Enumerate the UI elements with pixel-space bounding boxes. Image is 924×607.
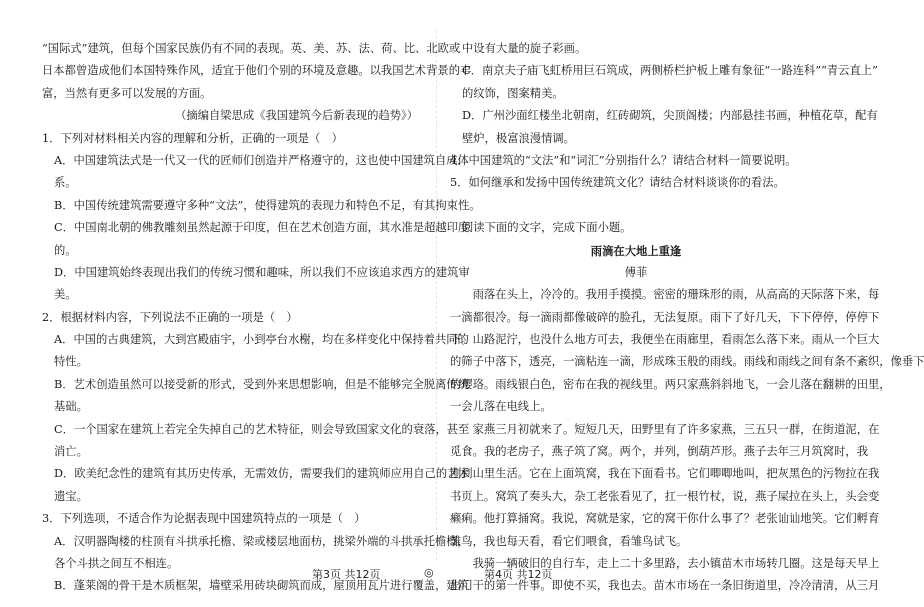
left-text-line: D．欧美纪念性的建筑有其历史传承，无需效仿，需要我们的建筑师应用自己的艺术 xyxy=(54,467,470,481)
left-text-line: “国际式”建筑，但每个国家民族仍有不同的表现。英、美、苏、法、荷、比、北欧或 xyxy=(42,42,461,55)
left-text-line: D．中国建筑始终表现出我们的传统习惯和趣味，所以我们不应该追求西方的建筑审 xyxy=(54,265,470,279)
left-text-line: 特性。 xyxy=(54,355,88,369)
right-text-line: 4．中国建筑的“文法”和“词汇”分别指什么？请结合材料一简要说明。 xyxy=(450,153,797,167)
right-text-line: 雨落在头上，冷冷的。我用手摸摸。密密的珊珠形的雨，从高高的天际落下来，每 xyxy=(450,288,880,302)
right-text-line: C．南京夫子庙飞虹桥用巨石筑成，两侧桥栏护板上雕有象征“一路连科”“青云直上” xyxy=(462,64,878,78)
right-text-line: 一会儿落在电线上。 xyxy=(450,400,552,414)
right-text-line: 的璎珞。雨线银白色，密布在我的视线里。两只家燕斜斜地飞，一会儿落在翻耕的田里， xyxy=(450,377,891,391)
left-page-number: 第3页 共12页 xyxy=(312,568,381,581)
right-page-column xyxy=(450,38,924,598)
left-text-line: 遗宝。 xyxy=(54,489,88,503)
left-text-line: A．中国的古典建筑，大到宫殿庙宇，小到亭台水榭，均在多样变化中保持着共同的 xyxy=(54,333,469,347)
right-text-line: 的筛子中落下，透亮，一滴粘连一滴，形成珠玉般的雨线。雨线和雨线之间有条不紊织，像垂下 xyxy=(450,355,924,369)
right-text-line: 傅菲 xyxy=(624,265,648,279)
left-text-line: （摘编自梁思成《我国建筑今后新表现的趋势》） xyxy=(175,109,418,123)
left-text-line: 2．根据材料内容，下列说法不正确的一项是（ ） xyxy=(42,310,298,324)
right-text-line xyxy=(450,195,822,217)
right-text-line: D．广州沙面红楼坐北朝南，红砖砌筑，尖顶阁楼；内部悬挂书画，种植花草，配有 xyxy=(462,109,878,123)
left-text-line: 1．下列对材料相关内容的理解和分析，正确的一项是（ ） xyxy=(42,131,343,145)
center-mark: ◎ xyxy=(424,566,434,579)
right-text-line: 阅读下面的文字，完成下面小题。 xyxy=(462,221,632,235)
right-text-line: 下。山路泥泞，也没什么地方可去，我便坐在雨廊里，看雨怎么落下来。雨从一个巨大 xyxy=(450,333,880,347)
left-text-line: B．艺术创造虽然可以接受新的形式，受到外来思想影响，但是不能够完全脱离传统 xyxy=(54,377,469,391)
left-text-line: A．汉明器陶楼的柱顶有斗拱承托檐、梁或楼层地面枋，挑梁外端的斗拱承托檐檩， xyxy=(54,534,469,548)
right-text-line: 书页上。窝筑了奏头大，杂工老张看见了，扛一根竹杖，说，燕子屎拉在头上，头会变 xyxy=(450,489,880,503)
left-text-line: 基础。 xyxy=(54,400,88,414)
left-text-line: A．中国建筑法式是一代又一代的匠师们创造并严格遵守的，这也使中国建筑自成体 xyxy=(54,153,469,167)
right-text-line: 觅食。我的老房子，燕子筑了窝。两个，并列，倒葫芦形。燕子去年三月筑窝时，我 xyxy=(450,445,868,459)
right-text-line: 雏鸟，我也每天看，看它们喂食，看雏鸟试飞。 xyxy=(450,534,688,548)
right-text-line: 出门干的第一件事。即使不买，我也去。苗木市场在一条旧街道里，冷冷清清，从三月 xyxy=(450,579,880,593)
right-text-line: 雨滴在大地上重逢 xyxy=(590,243,682,258)
right-text-line: 一滴都很冷。每一滴雨都像破碎的脸孔，无法复原。雨下了好几天，下下停停，停停下 xyxy=(450,310,880,324)
right-text-line: 家燕三月初就来了。短短几天，田野里有了许多家燕，三五只一群，在街道泥，在 xyxy=(450,422,880,436)
left-text-line: 富，当然有更多可以发展的方面。 xyxy=(42,86,212,100)
right-text-line: 的纹饰，图案精美。 xyxy=(462,86,564,100)
left-text-line: 日本都曾造成他们本国特殊作风，适宜于他们个别的环境及意趣。以我国艺术背景的丰 xyxy=(42,64,472,78)
page-footer xyxy=(0,566,860,586)
left-text-line: C．一个国家在建筑上若完全失掉自己的艺术特征，则会导致国家文化的衰落，甚至 xyxy=(54,422,470,436)
right-text-line: 中设有大量的旋子彩画。 xyxy=(462,42,587,55)
right-text-line: 壁炉，极富浪漫情调。 xyxy=(462,131,575,145)
left-page-column xyxy=(42,38,481,598)
right-text-line: 刚到山里生活。它在上面筑窝，我在下面看书。它们唧唧地叫，把灰黑色的污物拉在我 xyxy=(450,467,880,481)
left-text-line: 各个斗拱之间互不相连。 xyxy=(54,556,179,570)
right-text-line: 我骑一辆破旧的自行车，走上二十多里路，去小镇苗木市场转几圈。这是每天早上 xyxy=(450,556,880,570)
left-text-line: B．中国传统建筑需要遵守多种“文法”，使得建筑的表现力和特色不足，有其拘束性。 xyxy=(54,198,481,212)
left-text-line: 的。 xyxy=(54,243,77,257)
right-text-line: 5．如何继承和发扬中国传统建筑文化？请结合材料谈谈你的看法。 xyxy=(450,176,785,190)
left-text-line: 消亡。 xyxy=(54,445,88,459)
column-divider xyxy=(436,30,437,560)
left-text-line: C．中国南北朝的佛教雕刻虽然起源于印度，但在艺术创造方面，其水准是超越印度 xyxy=(54,221,470,235)
left-text-line: 系。 xyxy=(54,176,77,190)
right-page-number: 第4页 共12页 xyxy=(484,568,553,581)
left-text-line: B．蓬莱阁的骨干是木质框架，墙壁采用砖块砌筑而成，屋顶用瓦片进行覆盖，建筑 xyxy=(54,579,469,593)
left-text-line: 美。 xyxy=(54,288,77,302)
left-text-line: 3．下列选项，不适合作为论据表现中国建筑特点的一项是（ ） xyxy=(42,512,366,526)
right-text-line: 癞痢。他打算捅窝。我说，窝就是家，它的窝干你什么事了？老张讪讪地笑。它们孵育 xyxy=(450,512,880,526)
